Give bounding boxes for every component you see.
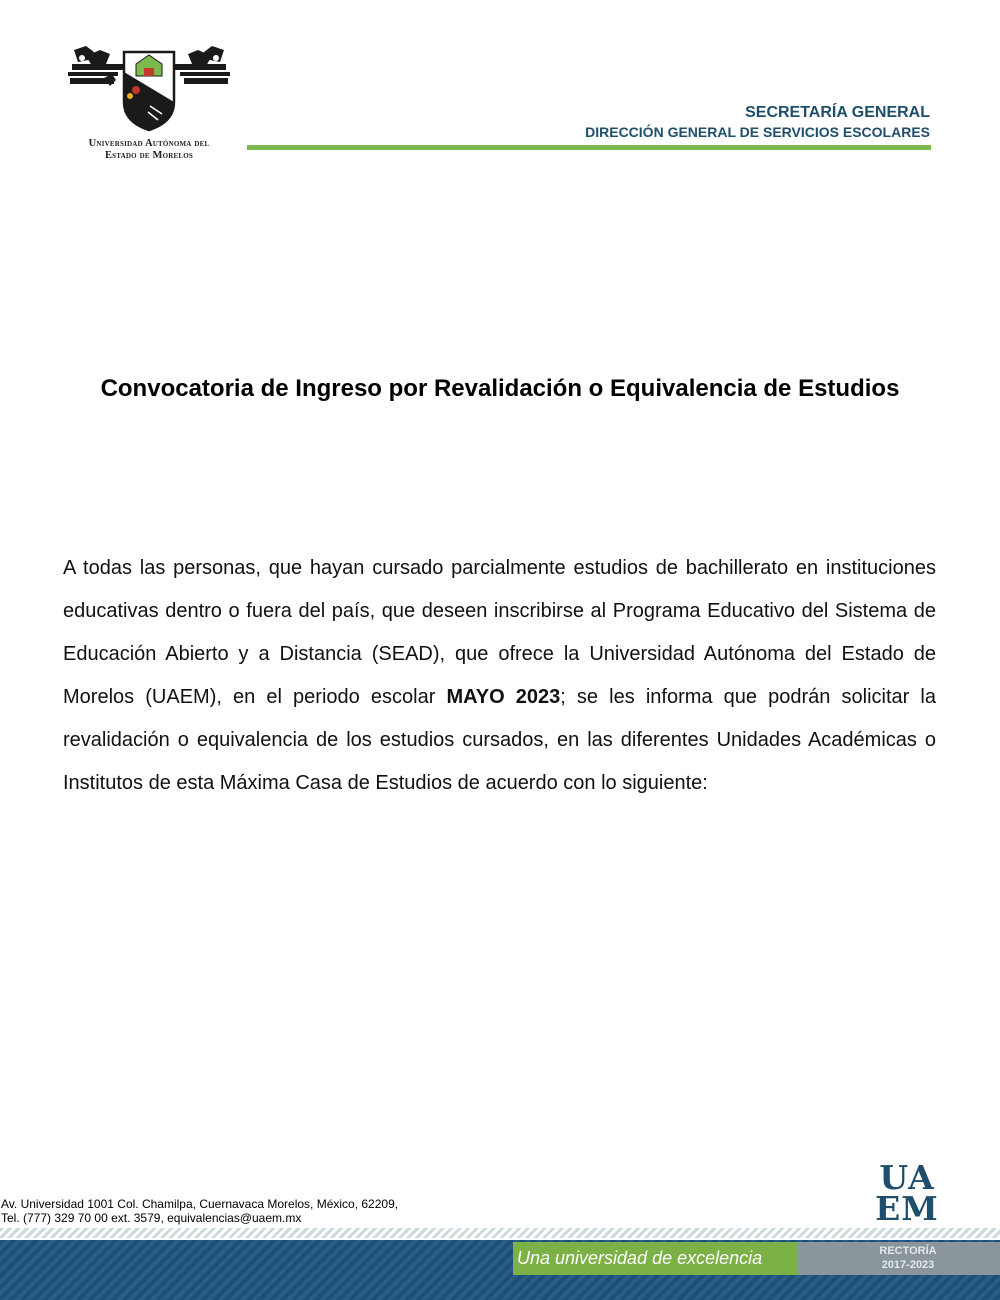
rectoria-line2: 2017-2023 — [881, 1259, 935, 1271]
address-line2: Tel. (777) 329 70 00 ext. 3579, equivalencias@uaem.mx — [1, 1211, 302, 1225]
footer-stripe — [0, 1228, 1000, 1238]
document-body — [63, 547, 936, 805]
university-logo — [60, 42, 238, 162]
direccion-label: DIRECCIÓN GENERAL DE SERVICIOS ESCOLARES — [585, 124, 930, 140]
uaem-logo-top: UA — [879, 1158, 935, 1197]
uaem-logo — [872, 1158, 942, 1228]
body-text-part2: ; se les informa que podrán solicitar la revalidación o equivalencia de los estudios cursados, en las diferentes Unidades Académicas o Institutos de esta Máxima Casa de Estudios de acuerdo con lo siguiente: — [63, 686, 937, 794]
university-crest-icon — [64, 42, 234, 132]
rectoria-label — [855, 1244, 961, 1272]
body-period-highlight: MAYO 2023 — [446, 686, 561, 708]
document-title: Convocatoria de Ingreso por Revalidación o Equivalencia de Estudios — [100, 375, 900, 402]
university-name-line1: Universidad Autónoma del — [88, 138, 210, 149]
body-text-part1: A todas las personas, que hayan cursado parcialmente estudios de bachillerato en instituciones educativas dentro o fuera del país, que deseen inscribirse al Programa Educativo del Sistema de Educación Abierto y a Distancia (SEAD), que ofrece la Universidad Autónoma del Estado de Morelos (UAEM), en el periodo escolar — [63, 557, 936, 708]
footer-address — [1, 1197, 398, 1225]
header-office — [585, 103, 930, 142]
university-name-line2: Estado de Morelos — [104, 150, 194, 161]
university-name — [60, 138, 238, 162]
address-line1: Av. Universidad 1001 Col. Chamilpa, Cuernavaca Morelos, México, 62209, — [1, 1197, 399, 1211]
header-divider — [247, 145, 931, 150]
rectoria-line1: RECTORÍA — [879, 1245, 937, 1257]
slogan-text: Una universidad de excelencia — [517, 1248, 763, 1268]
secretaria-label: SECRETARÍA GENERAL — [745, 104, 930, 121]
uaem-logo-bottom: EM — [875, 1189, 939, 1228]
slogan-banner — [513, 1242, 798, 1275]
